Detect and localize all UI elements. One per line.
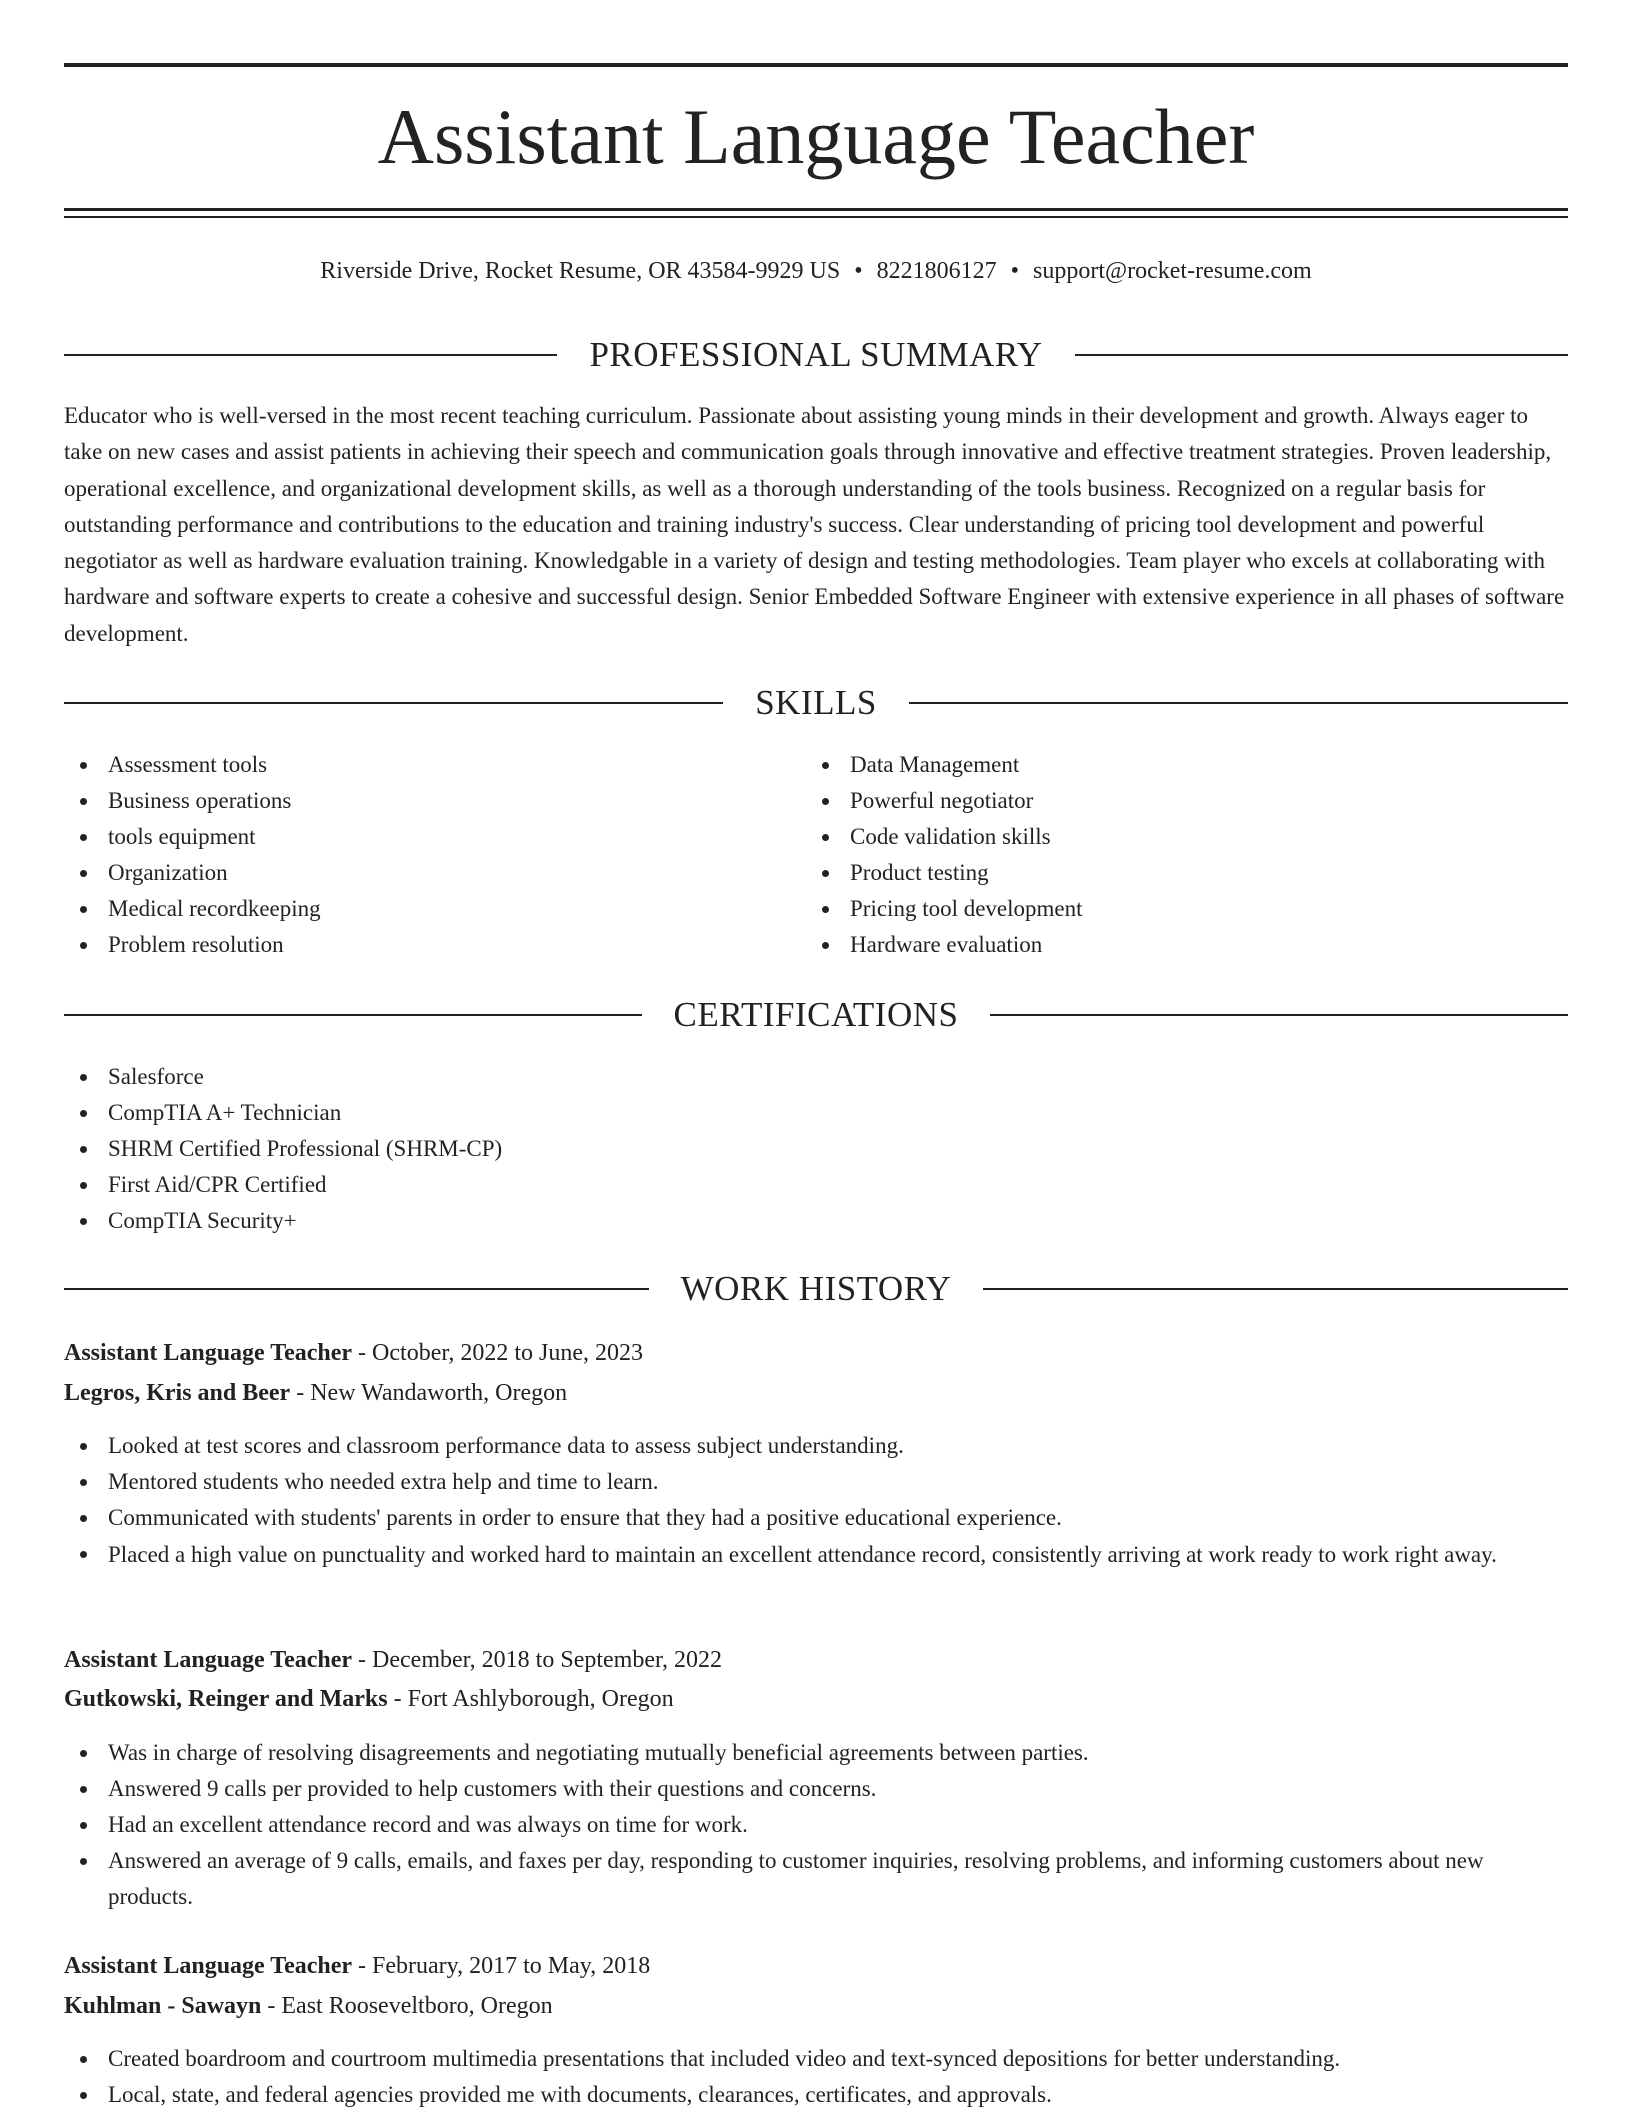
skill-item: Problem resolution <box>64 927 764 963</box>
contact-email: support@rocket-resume.com <box>1033 258 1312 284</box>
skill-item: Medical recordkeeping <box>64 891 764 927</box>
job-dates: - October, 2022 to June, 2023 <box>352 1340 644 1366</box>
job-location: - East Rooseveltboro, Oregon <box>261 1993 553 2019</box>
job-duty-item: Placed a high value on punctuality and worked hard to maintain an excellent attendance record, consistently arriving at work ready to work right away. <box>64 1536 1568 1573</box>
job-company: Gutkowski, Reinger and Marks <box>64 1686 388 1712</box>
job-title-line <box>64 1949 1568 1983</box>
job-dates: - February, 2017 to May, 2018 <box>352 1953 651 1979</box>
job-duty-item: Had an excellent attendance record and was always on time for work. <box>64 1807 1568 1843</box>
skill-item: Assessment tools <box>64 747 764 783</box>
heading-divider <box>983 1288 1568 1290</box>
heading-divider <box>909 702 1568 704</box>
heading-divider <box>990 1014 1568 1016</box>
skill-item: Business operations <box>64 783 764 819</box>
certifications-list <box>64 1059 1568 1239</box>
job-company-line <box>64 1989 1568 2023</box>
job-duty-item: Mentored students who needed extra help and time to learn. <box>64 1464 1568 1500</box>
heading-divider <box>64 354 557 356</box>
job-duties-list <box>64 2041 1568 2113</box>
contact-separator: • <box>1010 258 1020 284</box>
certification-item: Salesforce <box>64 1059 1568 1095</box>
skills-list-right <box>806 747 1506 963</box>
job-company-line <box>64 1682 1568 1716</box>
skill-item: Organization <box>64 855 764 891</box>
skill-item: Pricing tool development <box>806 891 1506 927</box>
skills-list-left <box>64 747 764 963</box>
job-duty-item: Created boardroom and courtroom multimedia presentations that included video and text-synced depositions for better understanding. <box>64 2041 1568 2077</box>
section-heading-certifications <box>64 993 1568 1037</box>
skill-item: Code validation skills <box>806 819 1506 855</box>
skill-item: Hardware evaluation <box>806 927 1506 963</box>
job-duties-list <box>64 1735 1568 1915</box>
job-company: Legros, Kris and Beer <box>64 1380 291 1406</box>
skill-item: Product testing <box>806 855 1506 891</box>
job-duty-item: Local, state, and federal agencies provided me with documents, clearances, certificates, and approvals. <box>64 2077 1568 2113</box>
resume-title: Assistant Language Teacher <box>377 93 1255 180</box>
job-duty-item: Looked at test scores and classroom performance data to assess subject understanding. <box>64 1428 1568 1464</box>
certification-item: SHRM Certified Professional (SHRM-CP) <box>64 1131 1568 1167</box>
section-heading-label: SKILLS <box>755 683 877 722</box>
job-company: Kuhlman - Sawayn <box>64 1993 262 2019</box>
job-location: - Fort Ashlyborough, Oregon <box>387 1686 674 1712</box>
header-rule-thick <box>64 208 1568 211</box>
contact-line <box>64 255 1568 287</box>
contact-phone: 8221806127 <box>876 258 997 284</box>
section-heading-label: CERTIFICATIONS <box>673 995 959 1034</box>
skill-item: Powerful negotiator <box>806 783 1506 819</box>
job-title: Assistant Language Teacher <box>64 1953 353 1979</box>
heading-divider <box>1075 354 1568 356</box>
skill-item: Data Management <box>806 747 1506 783</box>
job-title-line <box>64 1643 1568 1677</box>
certification-item: First Aid/CPR Certified <box>64 1167 1568 1203</box>
section-heading-work-history <box>64 1267 1568 1311</box>
job-duty-item: Answered 9 calls per provided to help customers with their questions and concerns. <box>64 1771 1568 1807</box>
job-dates: - December, 2018 to September, 2022 <box>352 1647 723 1673</box>
section-heading-label: PROFESSIONAL SUMMARY <box>589 335 1043 374</box>
contact-address: Riverside Drive, Rocket Resume, OR 43584-9929 US <box>320 258 841 284</box>
heading-divider <box>64 702 723 704</box>
job-duty-item: Was in charge of resolving disagreements and negotiating mutually beneficial agreements between parties. <box>64 1735 1568 1771</box>
heading-divider <box>64 1014 642 1016</box>
contact-separator: • <box>854 258 863 284</box>
job-duties-list <box>64 1428 1568 1573</box>
section-heading-label: WORK HISTORY <box>680 1269 952 1308</box>
job-title: Assistant Language Teacher <box>64 1647 353 1673</box>
section-heading-skills <box>64 681 1568 725</box>
skill-item: tools equipment <box>64 819 764 855</box>
heading-divider <box>64 1288 649 1290</box>
header-rule-thin <box>64 216 1568 218</box>
job-duty-item: Answered an average of 9 calls, emails, and faxes per day, responding to customer inquiries, resolving problems, and informing customers about new products. <box>64 1843 1568 1915</box>
job-title-line <box>64 1336 1568 1370</box>
job-location: - New Wandaworth, Oregon <box>290 1380 568 1406</box>
job-duty-item: Communicated with students' parents in order to ensure that they had a positive educational experience. <box>64 1500 1568 1536</box>
certification-item: CompTIA Security+ <box>64 1203 1568 1239</box>
job-title: Assistant Language Teacher <box>64 1340 353 1366</box>
summary-text: Educator who is well-versed in the most recent teaching curriculum. Passionate about assisting young minds in their development and growth. Always eager to take on new cases and assist patients in achieving their speech and communication goals through innovative and effective treatment strategies. Proven leadership, operational excellence, and organizational development skills, as well as a thorough understanding of the tools business. Recognized on a regular basis for outstanding performance and contributions to the education and training industry's success. Clear understanding of pricing tool development and powerful negotiator as well as hardware evaluation training. Knowledgable in a variety of design and testing methodologies. Team player who excels at collaborating with hardware and software experts to create a cohesive and successful design. Senior Embedded Software Engineer with extensive experience in all phases of software development. <box>64 403 1565 646</box>
section-heading-summary <box>64 333 1568 377</box>
header-top-rule <box>64 63 1568 67</box>
job-company-line <box>64 1376 1568 1410</box>
certification-item: CompTIA A+ Technician <box>64 1095 1568 1131</box>
